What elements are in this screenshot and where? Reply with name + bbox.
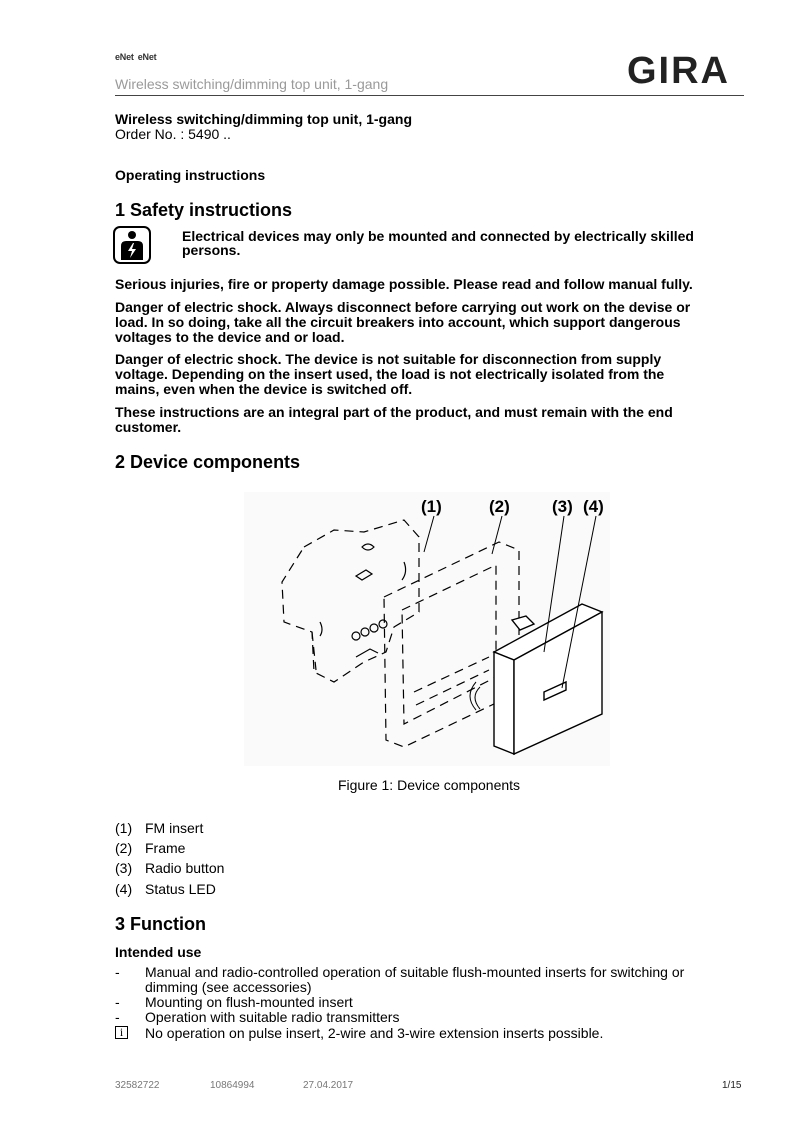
bullet-mark: - bbox=[115, 994, 120, 1010]
footer-page-number: 1/15 bbox=[722, 1080, 742, 1091]
section-heading-safety: 1 Safety instructions bbox=[115, 200, 293, 220]
device-components-figure bbox=[244, 492, 610, 766]
component-label: Radio button bbox=[145, 860, 225, 876]
text-line: load. In so doing, take all the circuit breakers into account, which support dangerous bbox=[115, 314, 681, 330]
footer-date: 27.04.2017 bbox=[303, 1080, 354, 1091]
enet-logo: eNet bbox=[115, 52, 134, 62]
order-number: Order No. : 5490 .. bbox=[115, 126, 231, 142]
electrician-warning-icon bbox=[113, 226, 151, 264]
bullet-text: Mounting on flush-mounted insert bbox=[145, 994, 353, 1010]
warning-skilled-line1: Electrical devices may only be mounted and connected by electrically skilled bbox=[182, 228, 694, 244]
component-label: Frame bbox=[145, 840, 186, 856]
safety-paragraph-3 bbox=[115, 352, 745, 397]
enet-logo: eNet bbox=[137, 52, 157, 62]
safety-paragraph-4 bbox=[115, 405, 745, 435]
section-heading-function: 3 Function bbox=[115, 914, 206, 934]
bullet-mark: - bbox=[115, 1009, 120, 1025]
info-icon: i bbox=[115, 1026, 128, 1039]
component-label: FM insert bbox=[145, 820, 204, 836]
text-line: Serious injuries, fire or property damage possible. Please read and follow manual fully. bbox=[115, 276, 693, 292]
figure-caption: Figure 1: Device components bbox=[337, 777, 521, 793]
text-line: Danger of electric shock. Always disconnect before carrying out work on the devise or bbox=[115, 299, 691, 315]
info-note: No operation on pulse insert, 2-wire and 3-wire extension inserts possible. bbox=[145, 1025, 604, 1041]
text-line: customer. bbox=[115, 419, 182, 435]
component-num: (2) bbox=[115, 840, 133, 856]
bullet-text: Manual and radio-controlled operation of suitable flush-mounted inserts for switching or bbox=[145, 964, 685, 980]
component-num: (1) bbox=[115, 820, 133, 836]
doc-subtitle: Operating instructions bbox=[115, 167, 266, 183]
text-line: Danger of electric shock. The device is not suitable for disconnection from supply bbox=[115, 351, 662, 367]
intended-use-heading: Intended use bbox=[115, 944, 202, 960]
brand-logo: GIRA bbox=[627, 50, 730, 92]
bullet-text: Operation with suitable radio transmitters bbox=[145, 1009, 400, 1025]
text-line: voltage. Depending on the insert used, the load is not electrically isolated from the bbox=[115, 366, 665, 382]
figure-label-2: (2) bbox=[489, 497, 510, 516]
header-divider bbox=[115, 95, 744, 96]
component-num: (4) bbox=[115, 881, 133, 897]
warning-skilled-line2: persons. bbox=[182, 242, 241, 258]
header-title: Wireless switching/dimming top unit, 1-gang bbox=[115, 76, 389, 92]
figure-label-4: (4) bbox=[583, 497, 604, 516]
enet-logos bbox=[115, 52, 160, 62]
component-label: Status LED bbox=[145, 881, 216, 897]
safety-paragraph-2 bbox=[115, 300, 745, 345]
figure-label-3: (3) bbox=[552, 497, 573, 516]
component-num: (3) bbox=[115, 860, 133, 876]
text-line: These instructions are an integral part of the product, and must remain with the end bbox=[115, 404, 673, 420]
bullet-text: dimming (see accessories) bbox=[145, 979, 312, 995]
safety-paragraph-1 bbox=[115, 277, 745, 292]
text-line: voltages to the device and or load. bbox=[115, 329, 345, 345]
footer-code: 10864994 bbox=[210, 1080, 255, 1091]
section-heading-components: 2 Device components bbox=[115, 452, 301, 472]
footer-doc-number: 32582722 bbox=[115, 1080, 160, 1091]
bullet-mark: - bbox=[115, 964, 120, 980]
figure-label-1: (1) bbox=[421, 497, 442, 516]
doc-title: Wireless switching/dimming top unit, 1-gang bbox=[115, 111, 413, 127]
text-line: mains, even when the device is switched off. bbox=[115, 381, 413, 397]
